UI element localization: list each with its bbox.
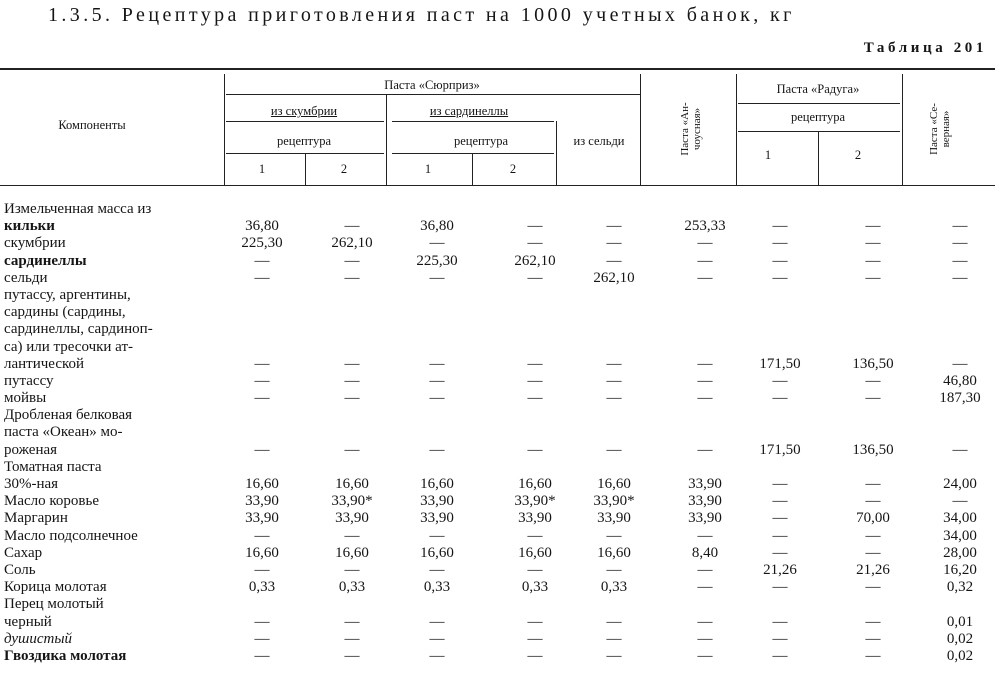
document-title: 1.3.5. Рецептура приготовления паст на 1000 учетных банок, кг: [48, 4, 795, 26]
table-cell: 16,60: [518, 476, 552, 492]
table-cell: 16,60: [420, 544, 454, 561]
table-cell: 21,26: [856, 561, 890, 578]
header-anchovy-line1: Паста «Ан-: [679, 102, 691, 156]
table-cell: —: [865, 372, 881, 389]
table-cell: —: [344, 269, 360, 286]
table-cell: 0,33: [248, 579, 276, 596]
table-cell: —: [254, 613, 270, 630]
table-row: [0, 493, 995, 510]
table-row: [0, 442, 995, 459]
row-label: лантической: [4, 355, 85, 372]
table-cell: —: [697, 527, 713, 544]
header-north-line1: Паста «Се-: [928, 103, 940, 155]
surprise-rule: [226, 94, 640, 95]
table-cell: 136,50: [852, 355, 894, 372]
table-row: [0, 270, 995, 287]
table-cell: 16,60: [518, 544, 552, 561]
header-bottom-rule: [0, 185, 995, 186]
table-cell: 0,02: [946, 647, 974, 664]
table-cell: 262,10: [331, 235, 373, 252]
table-cell: 33,90: [688, 476, 722, 492]
table-cell: 34,00: [943, 527, 977, 544]
table-cell: 136,50: [852, 441, 894, 458]
table-cell: 33,90: [518, 510, 552, 527]
table-cell: 33,90*: [331, 493, 373, 510]
table-cell: —: [697, 441, 713, 458]
table-cell: 225,30: [416, 252, 458, 269]
table-row: [0, 476, 995, 493]
table-cell: —: [606, 390, 622, 407]
vrule-north: [902, 74, 903, 185]
table-cell: —: [865, 269, 881, 286]
table-cell: —: [254, 372, 270, 389]
table-cell: 262,10: [514, 252, 556, 269]
row-label: черный: [4, 613, 52, 630]
header-mackerel-2: 2: [340, 162, 348, 176]
row-label: сардинеллы: [4, 252, 87, 269]
table-cell: —: [429, 647, 445, 664]
table-row: [0, 373, 995, 390]
row-label: Сахар: [4, 544, 43, 561]
vrule-mackerel-right: [386, 94, 387, 185]
table-cell: 0,02: [946, 630, 974, 647]
table-cell: —: [606, 647, 622, 664]
table-cell: —: [527, 561, 543, 578]
table-cell: —: [429, 527, 445, 544]
table-row: [0, 253, 995, 270]
table-cell: —: [865, 527, 881, 544]
table-cell: 36,80: [420, 218, 454, 235]
table-row: [0, 407, 995, 424]
table-cell: 16,60: [597, 476, 631, 492]
table-cell: —: [606, 441, 622, 458]
table-cell: 8,40: [691, 544, 719, 561]
table-cell: —: [606, 235, 622, 252]
table-cell: —: [527, 441, 543, 458]
table-cell: —: [606, 372, 622, 389]
table-cell: 0,32: [946, 579, 974, 596]
table-cell: —: [865, 390, 881, 407]
table-cell: 33,90: [688, 493, 722, 510]
row-label: 30%-ная: [4, 476, 59, 492]
table-cell: —: [772, 218, 788, 235]
header-anchovy-line2: чоусная»: [691, 107, 703, 151]
table-cell: —: [527, 613, 543, 630]
header-recipe-mackerel: рецептура: [276, 134, 332, 148]
table-cell: —: [527, 390, 543, 407]
row-label: путассу: [4, 372, 54, 389]
table-cell: —: [952, 441, 968, 458]
table-cell: —: [254, 355, 270, 372]
table-cell: —: [772, 613, 788, 630]
table-cell: 33,90*: [514, 493, 556, 510]
table-row: [0, 614, 995, 631]
table-cell: 16,60: [420, 476, 454, 492]
table-cell: 262,10: [593, 269, 635, 286]
table-cell: —: [772, 630, 788, 647]
table-cell: —: [772, 269, 788, 286]
table-cell: 171,50: [759, 441, 801, 458]
table-row: [0, 390, 995, 407]
table-cell: —: [697, 235, 713, 252]
table-cell: —: [254, 561, 270, 578]
table-cell: —: [865, 544, 881, 561]
table-row: [0, 304, 995, 321]
row-label: Масло коровье: [4, 493, 99, 510]
table-cell: —: [865, 613, 881, 630]
table-cell: —: [606, 218, 622, 235]
row-label: Дробленая белковая: [4, 407, 133, 424]
table-cell: —: [697, 613, 713, 630]
table-body: [0, 201, 995, 665]
table-cell: 24,00: [943, 476, 977, 492]
table-cell: —: [772, 510, 788, 527]
table-cell: 171,50: [759, 355, 801, 372]
header-mackerel-1: 1: [258, 162, 266, 176]
table-row: [0, 201, 995, 218]
vrule-rainbow: [736, 74, 737, 185]
row-label: путассу, аргентины,: [4, 286, 131, 303]
table-cell: —: [772, 579, 788, 596]
row-label: Томатная паста: [4, 458, 102, 475]
vrule-mackerel-split: [305, 153, 306, 185]
table-header: [0, 66, 995, 194]
table-cell: —: [772, 647, 788, 664]
table-cell: 16,20: [943, 561, 977, 578]
table-cell: —: [344, 218, 360, 235]
table-cell: 34,00: [943, 510, 977, 527]
header-north: [928, 103, 952, 155]
table-cell: —: [429, 561, 445, 578]
sardinella-rule: [392, 121, 554, 122]
table-cell: —: [429, 235, 445, 252]
header-rainbow-2: 2: [854, 148, 862, 162]
table-cell: —: [772, 476, 788, 492]
table-cell: 0,33: [600, 579, 628, 596]
table-cell: 253,33: [684, 218, 726, 235]
row-label: Соль: [4, 561, 36, 578]
row-label: кильки: [4, 218, 55, 235]
mackerel-rule: [226, 121, 384, 122]
table-cell: 33,90: [335, 510, 369, 527]
table-cell: —: [254, 647, 270, 664]
table-cell: —: [865, 235, 881, 252]
row-label: душистый: [4, 630, 73, 647]
table-cell: 16,60: [597, 544, 631, 561]
table-row: [0, 218, 995, 235]
table-cell: —: [772, 527, 788, 544]
table-row: [0, 424, 995, 441]
table-cell: 0,33: [521, 579, 549, 596]
table-cell: —: [254, 630, 270, 647]
table-cell: 16,60: [245, 476, 279, 492]
table-cell: —: [527, 630, 543, 647]
table-cell: 36,80: [245, 218, 279, 235]
table-cell: —: [254, 390, 270, 407]
table-cell: —: [772, 235, 788, 252]
table-cell: 0,01: [946, 613, 974, 630]
row-label: Маргарин: [4, 510, 68, 527]
table-cell: —: [429, 355, 445, 372]
header-herring: из сельди: [573, 134, 625, 148]
table-cell: —: [697, 269, 713, 286]
table-cell: —: [606, 613, 622, 630]
table-cell: 70,00: [856, 510, 890, 527]
table-cell: —: [344, 252, 360, 269]
row-label: сардинеллы, сардиноп-: [4, 321, 153, 338]
rainbow-recipe-rule: [738, 131, 900, 132]
table-cell: 33,90: [597, 510, 631, 527]
table-cell: —: [865, 493, 881, 510]
vrule-herring: [556, 121, 557, 185]
header-top-rule: [0, 68, 995, 70]
table-cell: —: [429, 390, 445, 407]
table-cell: —: [952, 235, 968, 252]
table-cell: —: [697, 630, 713, 647]
table-cell: —: [772, 493, 788, 510]
row-label: Корица молотая: [4, 579, 107, 596]
row-label: Гвоздика молотая: [4, 647, 127, 664]
table-cell: 16,60: [335, 476, 369, 492]
table-cell: 28,00: [943, 544, 977, 561]
table-cell: —: [865, 647, 881, 664]
table-cell: —: [952, 252, 968, 269]
table-row: [0, 579, 995, 596]
table-cell: —: [344, 613, 360, 630]
table-row: [0, 528, 995, 545]
table-cell: 187,30: [939, 390, 981, 407]
table-number: Таблица 201: [863, 40, 987, 56]
vrule-anchovy: [640, 74, 641, 185]
table-cell: 33,90*: [593, 493, 635, 510]
table-row: [0, 545, 995, 562]
table-cell: —: [606, 355, 622, 372]
table-row: [0, 459, 995, 476]
table-cell: —: [254, 252, 270, 269]
table-row: [0, 510, 995, 527]
table-cell: —: [254, 441, 270, 458]
vrule-sardinella-split: [472, 153, 473, 185]
vrule-rainbow-split: [818, 131, 819, 185]
header-mackerel: из скумбрии: [270, 104, 338, 118]
table-cell: —: [697, 355, 713, 372]
table-cell: —: [772, 390, 788, 407]
row-label: скумбрии: [4, 235, 66, 252]
row-label: Измельченная масса из: [4, 201, 152, 217]
table-row: [0, 356, 995, 373]
row-label: сардины (сардины,: [4, 304, 126, 321]
table-cell: —: [697, 252, 713, 269]
table-cell: —: [697, 647, 713, 664]
table-cell: —: [865, 252, 881, 269]
table-row: [0, 648, 995, 665]
table-cell: —: [429, 630, 445, 647]
table-cell: —: [772, 252, 788, 269]
table-cell: —: [344, 390, 360, 407]
table-cell: —: [606, 252, 622, 269]
table-cell: 16,60: [335, 544, 369, 561]
table-cell: —: [952, 355, 968, 372]
table-cell: —: [527, 647, 543, 664]
header-rainbow-1: 1: [764, 148, 772, 162]
table-cell: 33,90: [420, 493, 454, 510]
header-recipe-sardinella: рецептура: [453, 134, 509, 148]
table-cell: —: [865, 476, 881, 492]
table-row: [0, 339, 995, 356]
table-cell: 0,33: [338, 579, 366, 596]
table-cell: —: [527, 269, 543, 286]
table-cell: —: [772, 372, 788, 389]
table-cell: —: [527, 527, 543, 544]
table-cell: —: [952, 493, 968, 510]
row-label: Масло подсолнечное: [4, 527, 138, 544]
table-row: [0, 235, 995, 252]
table-cell: —: [527, 218, 543, 235]
row-label: паста «Океан» мо-: [4, 424, 123, 441]
header-sardinella-2: 2: [509, 162, 517, 176]
table-cell: —: [527, 235, 543, 252]
table-cell: —: [952, 269, 968, 286]
table-cell: 225,30: [241, 235, 283, 252]
row-label: Перец молотый: [4, 596, 104, 613]
table-cell: 46,80: [943, 372, 977, 389]
table-cell: 33,90: [688, 510, 722, 527]
table-cell: —: [952, 218, 968, 235]
table-cell: —: [429, 269, 445, 286]
table-cell: —: [865, 218, 881, 235]
rainbow-rule: [738, 103, 900, 104]
table-cell: —: [772, 544, 788, 561]
table-cell: —: [865, 579, 881, 596]
table-cell: —: [697, 579, 713, 596]
table-cell: 21,26: [763, 561, 797, 578]
table-cell: —: [429, 441, 445, 458]
table-cell: —: [527, 372, 543, 389]
table-cell: —: [344, 372, 360, 389]
table-cell: —: [527, 355, 543, 372]
table-cell: —: [429, 613, 445, 630]
header-surprise: Паста «Сюрприз»: [384, 78, 480, 92]
table-cell: —: [697, 372, 713, 389]
table-cell: 0,33: [423, 579, 451, 596]
header-rainbow: Паста «Радуга»: [776, 82, 860, 96]
header-north-line2: верная»: [940, 110, 952, 148]
recipe-rule-2: [392, 153, 554, 154]
table-cell: —: [254, 269, 270, 286]
table-cell: —: [344, 527, 360, 544]
table-cell: —: [344, 441, 360, 458]
table-cell: —: [865, 630, 881, 647]
table-cell: 16,60: [245, 544, 279, 561]
row-label: мойвы: [4, 390, 47, 407]
table-cell: —: [606, 527, 622, 544]
header-sardinella: из сардинеллы: [429, 104, 509, 118]
table-row: [0, 562, 995, 579]
header-anchovy: [679, 102, 703, 155]
table-cell: —: [344, 647, 360, 664]
row-label: сельди: [4, 269, 48, 286]
table-row: [0, 631, 995, 648]
table-row: [0, 321, 995, 338]
table-cell: —: [254, 527, 270, 544]
table-cell: —: [606, 561, 622, 578]
table-cell: 33,90: [245, 510, 279, 527]
table-cell: —: [429, 372, 445, 389]
table-cell: 33,90: [420, 510, 454, 527]
row-label: роженая: [4, 441, 58, 458]
table-cell: 33,90: [245, 493, 279, 510]
table-row: [0, 596, 995, 613]
header-recipe-rainbow: рецептура: [790, 110, 846, 124]
header-sardinella-1: 1: [424, 162, 432, 176]
header-components: Компоненты: [58, 118, 126, 132]
table-cell: —: [344, 561, 360, 578]
table-cell: —: [606, 630, 622, 647]
table-cell: —: [697, 390, 713, 407]
vrule-components: [224, 74, 225, 185]
table-cell: —: [697, 561, 713, 578]
table-row: [0, 287, 995, 304]
row-label: са) или тресочки ат-: [4, 338, 134, 355]
table-cell: —: [344, 355, 360, 372]
table-cell: —: [344, 630, 360, 647]
